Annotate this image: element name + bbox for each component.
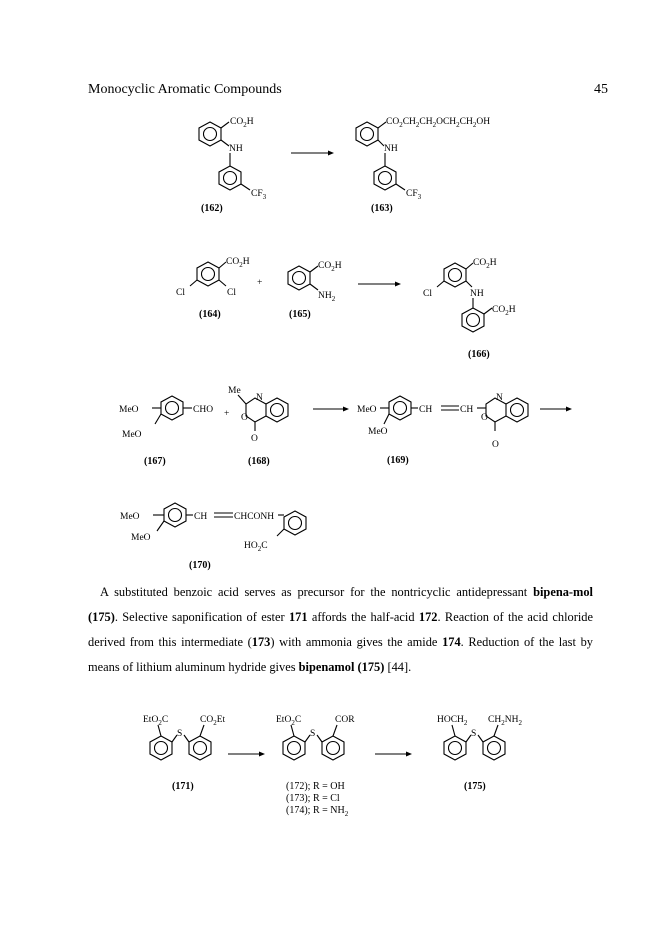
label-170: (170) — [189, 560, 211, 571]
svg-text:N: N — [496, 393, 503, 403]
label-175: (175) — [464, 781, 486, 792]
compound-165 — [288, 261, 342, 320]
label-172: (172); R = OH — [286, 781, 345, 792]
compound-162 — [199, 117, 267, 214]
page-number: 45 — [594, 82, 608, 97]
label-168: (168) — [248, 456, 270, 467]
svg-text:COR: COR — [335, 715, 355, 725]
svg-text:CO2Et: $CO_2Et$ — [200, 715, 226, 727]
label-162: (162) — [201, 203, 223, 214]
plus-sign-2: + — [224, 409, 230, 419]
svg-text:O: O — [241, 413, 248, 423]
svg-text:CO2H: $CO_2H$ — [318, 261, 342, 273]
label-165: (165) — [289, 309, 311, 320]
compound-163 — [356, 117, 490, 214]
compound-175 — [437, 715, 522, 792]
svg-text:CH2NH2: $CH_2NH_2$ — [488, 715, 522, 727]
svg-text:O: O — [492, 440, 499, 450]
compound-164 — [176, 257, 250, 320]
svg-text:CF3: $CF_3$ — [251, 189, 267, 201]
label-167: (167) — [144, 456, 166, 467]
svg-text:CH: CH — [194, 512, 208, 522]
svg-text:S: S — [471, 729, 477, 739]
svg-text:HOCH2: $HOCH_2$ — [437, 715, 468, 727]
svg-text:EtO2C: EtO$_2$C — [276, 715, 302, 727]
svg-text:EtO2C: EtO$_2$C — [143, 715, 169, 727]
label-171: (171) — [172, 781, 194, 792]
svg-text:Cl: Cl — [176, 288, 185, 298]
svg-text:(174); R = NH2: (174); $R = NH_2$ — [286, 805, 349, 818]
label-174: (174); R = NH — [286, 805, 345, 816]
svg-text:HO2C: $HO_2C$ — [244, 541, 268, 553]
label-166: (166) — [468, 349, 490, 360]
svg-text:O: O — [251, 434, 258, 444]
svg-text:CO2H: $CO_2H$ — [492, 305, 516, 317]
svg-text:MeO: MeO — [368, 427, 388, 437]
compound-172-174 — [276, 715, 355, 818]
svg-text:CO2H: $CO_2H$ — [473, 258, 497, 270]
svg-text:NH: NH — [470, 289, 484, 299]
plus-sign: + — [257, 278, 263, 288]
svg-text:MeO: MeO — [131, 533, 151, 543]
compound-167 — [119, 396, 213, 467]
label-169: (169) — [387, 455, 409, 466]
svg-text:O: O — [481, 413, 488, 423]
compound-166 — [423, 258, 516, 360]
compound-170 — [120, 503, 306, 571]
svg-text:S: S — [310, 729, 316, 739]
label-163: (163) — [371, 203, 393, 214]
svg-text:CF3: $CF_3$ — [406, 189, 422, 201]
svg-text:CO2H: $CO_2H$ — [226, 257, 250, 269]
svg-text:MeO: MeO — [119, 405, 139, 415]
label-173: (173); R = Cl — [286, 793, 340, 804]
svg-text:NH: NH — [384, 144, 398, 154]
svg-text:MeO: MeO — [357, 405, 377, 415]
svg-text:CO2H: $CO_2H$ — [230, 117, 254, 129]
running-title: Monocyclic Aromatic Compounds — [88, 82, 282, 97]
svg-text:CH: CH — [419, 405, 433, 415]
svg-text:NH2: $NH_2$ — [318, 291, 336, 303]
svg-text:CO2CH2CH2OCH2CH2OH: $CO_2CH_2CH_2OCH_2CH_2OH$ — [386, 117, 491, 129]
svg-text:S: S — [177, 729, 183, 739]
compound-168 — [228, 386, 288, 467]
compound-169 — [357, 393, 528, 466]
svg-text:MeO: MeO — [122, 430, 142, 440]
svg-text:N: N — [256, 393, 263, 403]
nh-label: NH — [229, 144, 243, 154]
svg-text:Me: Me — [228, 386, 241, 396]
svg-text:Cl: Cl — [423, 289, 432, 299]
svg-text:CHO: CHO — [193, 405, 214, 415]
svg-text:CH: CH — [460, 405, 474, 415]
svg-text:MeO: MeO — [120, 512, 140, 522]
label-164: (164) — [199, 309, 221, 320]
svg-text:CHCONH: CHCONH — [234, 512, 275, 522]
body-paragraph: A substituted benzoic acid serves as precursor for the nontricyclic antidepressant bipena-mol (175). Selective saponification of ester 171 affords the half-acid 172. Reaction of the acid chloride derived from this intermediate (173) with ammonia gives the amide 174. Reduction of the last by means of lithium aluminum hydride gives bipenamol (175) [44]. — [88, 585, 593, 674]
compound-171 — [143, 715, 226, 792]
svg-text:Cl: Cl — [227, 288, 236, 298]
